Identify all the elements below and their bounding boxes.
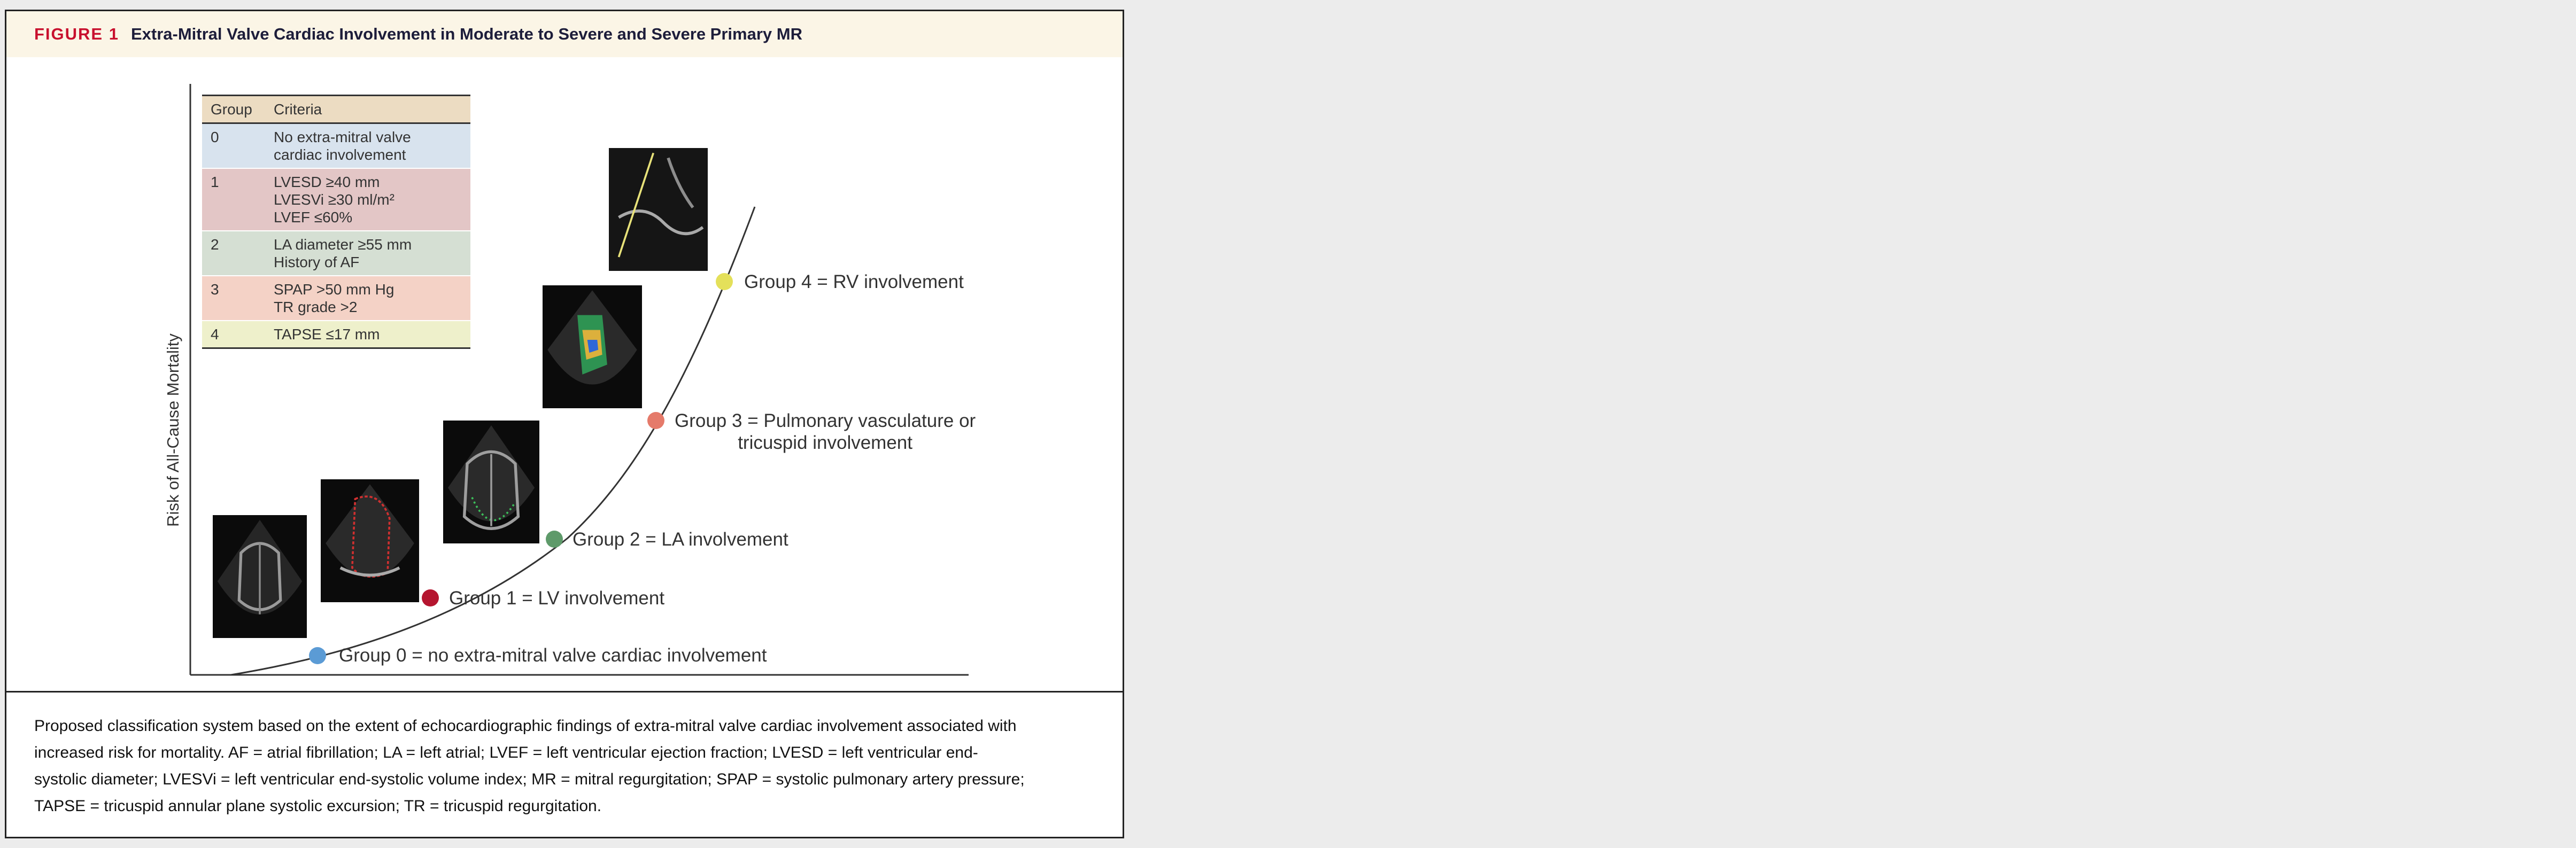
- group-3-label: [675, 410, 976, 454]
- group-2-label: Group 2 = LA involvement: [573, 529, 788, 550]
- group-4-label: Group 4 = RV involvement: [744, 271, 964, 292]
- caption-line: increased risk for mortality. AF = atrial fibrillation; LA = left atrial; LVEF = left ventricular ejection fraction; LVESD = left ventricular end-: [34, 744, 978, 761]
- criteria-header-row: [202, 96, 470, 123]
- group-3-label-line: tricuspid involvement: [738, 432, 912, 453]
- criteria-line: LVESD ≥40 mm: [274, 174, 380, 190]
- criteria-line: History of AF: [274, 254, 360, 270]
- caption-line: Proposed classification system based on the extent of echocardiographic findings of extra-mitral valve cardiac involvement associated with: [34, 717, 1017, 735]
- group-4-marker: [716, 273, 733, 290]
- group-1-label: Group 1 = LV involvement: [449, 588, 665, 609]
- criteria-line: LVESVi ≥30 ml/m²: [274, 191, 394, 208]
- figure-title: Extra-Mitral Valve Cardiac Involvement in Moderate to Severe and Severe Primary MR: [130, 25, 802, 43]
- criteria-line: No extra-mitral valve: [274, 129, 411, 145]
- group-0-label: Group 0 = no extra-mitral valve cardiac involvement: [339, 645, 767, 666]
- echo-scan-graphic: [543, 285, 642, 408]
- criteria-row-group-4: [202, 321, 470, 348]
- group-3-label-line: Group 3 = Pulmonary vasculature or: [675, 410, 976, 431]
- caption-line: TAPSE = tricuspid annular plane systolic excursion; TR = tricuspid regurgitation.: [34, 797, 602, 815]
- criteria-line: LVEF ≤60%: [274, 209, 353, 225]
- criteria-line: cardiac involvement: [274, 146, 406, 163]
- criteria-text: [265, 168, 470, 231]
- criteria-text: [265, 276, 470, 321]
- group-3-marker: [647, 412, 664, 429]
- figure-caption: [6, 691, 1123, 837]
- echo-scan-graphic: [609, 148, 708, 271]
- figure-label: FIGURE 1: [34, 25, 119, 43]
- criteria-line: TAPSE ≤17 mm: [274, 326, 380, 343]
- group-2-marker: [546, 531, 563, 548]
- criteria-row-group-0: [202, 123, 470, 169]
- criteria-row-group-3: [202, 276, 470, 321]
- echo-scan-graphic: [443, 421, 539, 543]
- echo-image-group-0: [213, 515, 307, 638]
- criteria-row-group-1: [202, 168, 470, 231]
- echo-image-group-2: [443, 421, 539, 543]
- group-number: 1: [211, 174, 219, 190]
- figure-header: [6, 11, 1123, 57]
- risk-diagram: [6, 57, 1123, 691]
- criteria-line: SPAP >50 mm Hg: [274, 281, 394, 298]
- group-1-marker: [422, 589, 439, 606]
- criteria-text: [265, 123, 470, 169]
- group-number: 4: [211, 326, 219, 343]
- group-number: 3: [211, 281, 219, 298]
- echo-scan-graphic: [321, 479, 419, 602]
- group-column-header: Group: [202, 96, 265, 123]
- criteria-row-group-2: [202, 231, 470, 276]
- group-number: 2: [211, 236, 219, 253]
- criteria-text: [265, 231, 470, 276]
- caption-line: systolic diameter; LVESVi = left ventricular end-systolic volume index; MR = mitral regurgitation; SPAP = systolic pulmonary artery pressure;: [34, 771, 1025, 788]
- criteria-line: LA diameter ≥55 mm: [274, 236, 412, 253]
- criteria-column-header: Criteria: [265, 96, 470, 123]
- echo-scan-graphic: [213, 515, 307, 638]
- echo-image-group-1: [321, 479, 419, 602]
- criteria-table: [202, 95, 470, 349]
- group-number: 0: [211, 129, 219, 145]
- echo-image-group-3: [543, 285, 642, 408]
- echo-image-group-4: [609, 148, 708, 271]
- group-0-marker: [309, 647, 326, 664]
- figure-panel: [5, 10, 1124, 838]
- y-axis-label: Risk of All-Cause Mortality: [164, 333, 182, 527]
- criteria-text: [265, 321, 470, 348]
- criteria-line: TR grade >2: [274, 299, 358, 315]
